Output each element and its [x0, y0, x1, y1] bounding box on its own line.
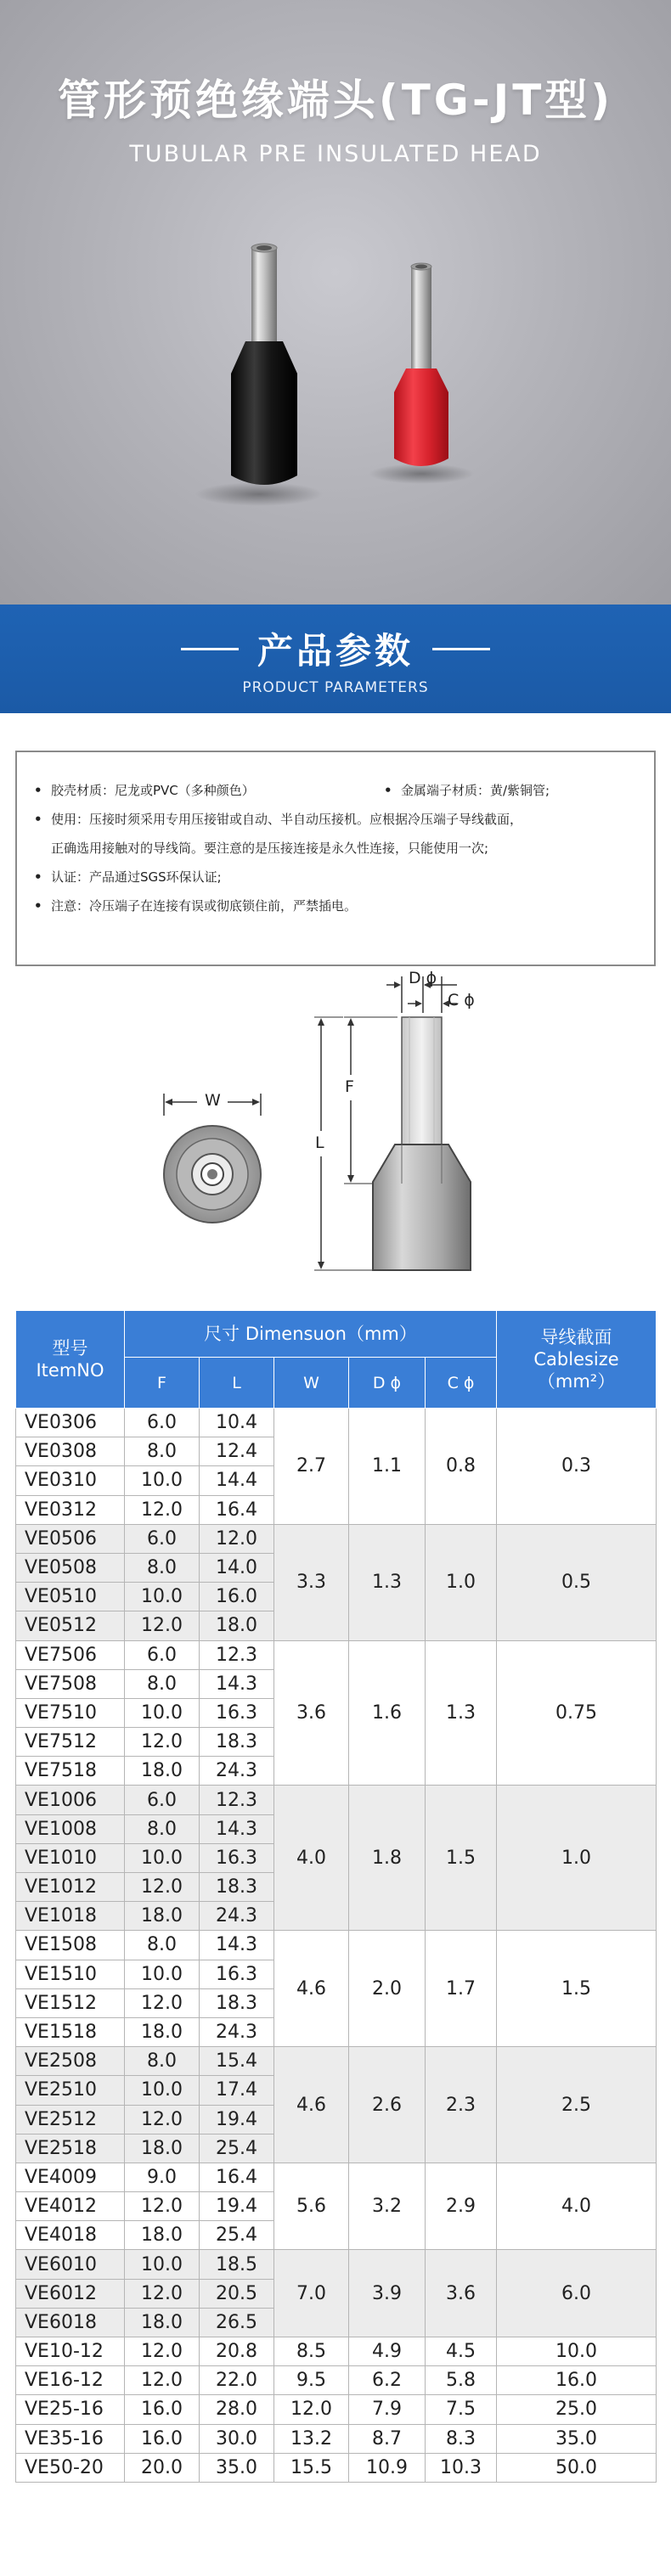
cell-cablesize: 0.3 — [497, 1409, 657, 1525]
cell-l: 24.3 — [200, 2017, 274, 2046]
cell-cablesize: 16.0 — [497, 2366, 657, 2395]
cell-f: 8.0 — [125, 1437, 200, 1466]
cell-f: 12.0 — [125, 1988, 200, 2017]
cell-w: 4.0 — [274, 1786, 349, 1931]
cell-d: 4.9 — [349, 2337, 426, 2366]
cell-f: 10.0 — [125, 1698, 200, 1727]
cell-c: 3.6 — [426, 2250, 497, 2337]
cell-c: 2.3 — [426, 2047, 497, 2163]
cell-d: 1.1 — [349, 1409, 426, 1525]
cell-f: 10.0 — [125, 1466, 200, 1495]
cell-d: 6.2 — [349, 2366, 426, 2395]
cell-l: 14.0 — [200, 1553, 274, 1582]
cell-l: 16.3 — [200, 1960, 274, 1988]
cell-item-no: VE0310 — [16, 1466, 125, 1495]
cell-d: 8.7 — [349, 2424, 426, 2453]
bullet: • — [34, 898, 42, 914]
label-d-phi: D ϕ — [409, 969, 437, 987]
cell-f: 8.0 — [125, 2047, 200, 2076]
cell-c: 2.9 — [426, 2163, 497, 2250]
cell-item-no: VE6012 — [16, 2279, 125, 2308]
note-metal: 金属端子材质：黄/紫铜管; — [401, 783, 550, 798]
cell-f: 6.0 — [125, 1786, 200, 1814]
label-c-phi: C ϕ — [448, 991, 475, 1010]
cell-c: 1.7 — [426, 1931, 497, 2047]
cell-item-no: VE1008 — [16, 1814, 125, 1843]
cell-c: 0.8 — [426, 1409, 497, 1525]
section-header — [0, 605, 671, 713]
cell-c: 1.3 — [426, 1640, 497, 1786]
header-d: D ϕ — [349, 1358, 426, 1409]
table-row — [16, 2250, 657, 2279]
cell-l: 28.0 — [200, 2395, 274, 2424]
cell-f: 12.0 — [125, 2192, 200, 2221]
cell-item-no: VE7510 — [16, 1698, 125, 1727]
cell-w: 3.6 — [274, 1640, 349, 1786]
product-notes — [15, 751, 656, 966]
cell-f: 18.0 — [125, 2221, 200, 2250]
cell-item-no: VE1010 — [16, 1843, 125, 1872]
header-l: L — [200, 1358, 274, 1409]
cell-d: 3.9 — [349, 2250, 426, 2337]
cell-f: 18.0 — [125, 1757, 200, 1786]
cell-l: 24.3 — [200, 1902, 274, 1931]
cell-l: 12.4 — [200, 1437, 274, 1466]
right-divider — [432, 648, 490, 650]
cell-w: 15.5 — [274, 2453, 349, 2482]
cell-cablesize: 25.0 — [497, 2395, 657, 2424]
cell-c: 4.5 — [426, 2337, 497, 2366]
cell-f: 10.0 — [125, 1960, 200, 1988]
cell-c: 1.5 — [426, 1786, 497, 1931]
cell-l: 35.0 — [200, 2453, 274, 2482]
section-subtitle: PRODUCT PARAMETERS — [242, 679, 429, 696]
cell-f: 6.0 — [125, 1409, 200, 1437]
hero-subtitle: TUBULAR PRE INSULATED HEAD — [129, 141, 542, 167]
cell-l: 17.4 — [200, 2076, 274, 2105]
cell-item-no: VE6010 — [16, 2250, 125, 2279]
cell-d: 1.6 — [349, 1640, 426, 1786]
cell-f: 16.0 — [125, 2395, 200, 2424]
cell-item-no: VE0308 — [16, 1437, 125, 1466]
cell-cablesize: 35.0 — [497, 2424, 657, 2453]
black-terminal — [195, 244, 323, 506]
note-insulation: 胶壳材质：尼龙或PVC（多种颜色） — [51, 783, 255, 798]
cell-f: 20.0 — [125, 2453, 200, 2482]
note-usage-line2: 正确选用接触对的导线筒。要注意的是压接连接是永久性连接，只能使用一次; — [51, 841, 489, 856]
cell-item-no: VE1518 — [16, 2017, 125, 2046]
cell-item-no: VE2512 — [16, 2105, 125, 2134]
header-dimension: 尺寸 Dimensuon（mm） — [125, 1311, 497, 1358]
cell-c: 7.5 — [426, 2395, 497, 2424]
cell-w: 8.5 — [274, 2337, 349, 2366]
cell-f: 6.0 — [125, 1524, 200, 1553]
bullet: • — [34, 783, 42, 798]
cell-cablesize: 0.5 — [497, 1524, 657, 1640]
cell-item-no: VE7512 — [16, 1728, 125, 1757]
label-f: F — [345, 1077, 354, 1096]
cell-item-no: VE16-12 — [16, 2366, 125, 2395]
cell-l: 26.5 — [200, 2308, 274, 2337]
cell-c: 5.8 — [426, 2366, 497, 2395]
table-row — [16, 2337, 657, 2366]
cell-f: 9.0 — [125, 2163, 200, 2191]
header-w: W — [274, 1358, 349, 1409]
bullet: • — [34, 869, 42, 885]
table-row — [16, 2453, 657, 2482]
cell-w: 4.6 — [274, 2047, 349, 2163]
note-caution: 注意：冷压端子在连接有误或彻底锁住前，严禁插电。 — [51, 898, 358, 914]
cell-f: 10.0 — [125, 1843, 200, 1872]
cell-item-no: VE0510 — [16, 1583, 125, 1611]
cell-l: 14.3 — [200, 1814, 274, 1843]
cell-l: 10.4 — [200, 1409, 274, 1437]
cell-l: 20.5 — [200, 2279, 274, 2308]
table-row — [16, 2366, 657, 2395]
side-view — [314, 976, 471, 1270]
header-c: C ϕ — [426, 1358, 497, 1409]
table-row — [16, 2395, 657, 2424]
cell-l: 16.4 — [200, 2163, 274, 2191]
cell-cablesize: 50.0 — [497, 2453, 657, 2482]
bullet: • — [384, 783, 392, 798]
cell-f: 10.0 — [125, 2250, 200, 2279]
cell-d: 1.8 — [349, 1786, 426, 1931]
cell-f: 12.0 — [125, 1728, 200, 1757]
cell-cablesize: 1.0 — [497, 1786, 657, 1931]
cell-l: 12.3 — [200, 1786, 274, 1814]
cell-l: 20.8 — [200, 2337, 274, 2366]
cell-item-no: VE0506 — [16, 1524, 125, 1553]
cell-l: 18.5 — [200, 2250, 274, 2279]
cell-l: 16.0 — [200, 1583, 274, 1611]
cell-item-no: VE2508 — [16, 2047, 125, 2076]
cell-f: 18.0 — [125, 2017, 200, 2046]
cell-f: 12.0 — [125, 1873, 200, 1902]
cell-d: 2.6 — [349, 2047, 426, 2163]
cell-item-no: VE1006 — [16, 1786, 125, 1814]
cell-l: 16.4 — [200, 1495, 274, 1524]
cell-item-no: VE2518 — [16, 2134, 125, 2163]
table-row — [16, 1409, 657, 1437]
cell-l: 14.3 — [200, 1931, 274, 1960]
cell-l: 19.4 — [200, 2105, 274, 2134]
cell-l: 30.0 — [200, 2424, 274, 2453]
cell-item-no: VE0512 — [16, 1611, 125, 1640]
cell-f: 12.0 — [125, 2105, 200, 2134]
cell-f: 10.0 — [125, 2076, 200, 2105]
cell-f: 12.0 — [125, 2337, 200, 2366]
left-divider — [181, 648, 239, 650]
cell-f: 10.0 — [125, 1583, 200, 1611]
cell-c: 8.3 — [426, 2424, 497, 2453]
cell-f: 8.0 — [125, 1931, 200, 1960]
cell-cablesize: 1.5 — [497, 1931, 657, 2047]
table-row — [16, 1786, 657, 1814]
cell-c: 10.3 — [426, 2453, 497, 2482]
cell-d: 7.9 — [349, 2395, 426, 2424]
cell-d: 3.2 — [349, 2163, 426, 2250]
section-title: 产品参数 — [257, 630, 414, 672]
cell-w: 13.2 — [274, 2424, 349, 2453]
label-w: W — [205, 1091, 221, 1110]
cell-cablesize: 6.0 — [497, 2250, 657, 2337]
hero-banner — [0, 0, 671, 605]
cell-item-no: VE0508 — [16, 1553, 125, 1582]
cell-l: 15.4 — [200, 2047, 274, 2076]
cell-f: 18.0 — [125, 2134, 200, 2163]
spec-table — [15, 1310, 657, 2483]
cell-l: 18.0 — [200, 1611, 274, 1640]
cell-f: 18.0 — [125, 2308, 200, 2337]
cell-w: 4.6 — [274, 1931, 349, 2047]
cell-item-no: VE4009 — [16, 2163, 125, 2191]
cell-w: 12.0 — [274, 2395, 349, 2424]
cell-l: 22.0 — [200, 2366, 274, 2395]
bullet: • — [34, 812, 42, 827]
header-model: 型号 ItemNO — [16, 1311, 125, 1409]
cell-f: 12.0 — [125, 1611, 200, 1640]
cell-l: 12.0 — [200, 1524, 274, 1553]
cell-item-no: VE7518 — [16, 1757, 125, 1786]
cell-item-no: VE4012 — [16, 2192, 125, 2221]
cell-l: 25.4 — [200, 2134, 274, 2163]
cell-item-no: VE10-12 — [16, 2337, 125, 2366]
cell-f: 6.0 — [125, 1640, 200, 1669]
cell-d: 2.0 — [349, 1931, 426, 2047]
cell-f: 12.0 — [125, 1495, 200, 1524]
cell-cablesize: 0.75 — [497, 1640, 657, 1786]
table-row — [16, 1931, 657, 1960]
cell-f: 8.0 — [125, 1553, 200, 1582]
cell-l: 19.4 — [200, 2192, 274, 2221]
front-view — [164, 1094, 261, 1223]
cell-item-no: VE2510 — [16, 2076, 125, 2105]
cell-f: 8.0 — [125, 1814, 200, 1843]
header-cablesize: 导线截面 Cablesize （mm²） — [497, 1311, 657, 1409]
cell-l: 18.3 — [200, 1873, 274, 1902]
cell-c: 1.0 — [426, 1524, 497, 1640]
table-row — [16, 2163, 657, 2191]
cell-item-no: VE1012 — [16, 1873, 125, 1902]
cell-cablesize: 10.0 — [497, 2337, 657, 2366]
cell-f: 12.0 — [125, 2279, 200, 2308]
cell-w: 2.7 — [274, 1409, 349, 1525]
cell-item-no: VE6018 — [16, 2308, 125, 2337]
cell-f: 8.0 — [125, 1669, 200, 1698]
cell-l: 25.4 — [200, 2221, 274, 2250]
cell-f: 12.0 — [125, 2366, 200, 2395]
cell-l: 18.3 — [200, 1728, 274, 1757]
cell-l: 18.3 — [200, 1988, 274, 2017]
table-row — [16, 1640, 657, 1669]
cell-item-no: VE4018 — [16, 2221, 125, 2250]
cell-f: 18.0 — [125, 1902, 200, 1931]
cell-d: 10.9 — [349, 2453, 426, 2482]
cell-item-no: VE1510 — [16, 1960, 125, 1988]
note-certification: 认证：产品通过SGS环保认证; — [51, 869, 222, 885]
cell-item-no: VE25-16 — [16, 2395, 125, 2424]
note-usage-line1: 使用：压接时须采用专用压接钳或自动、半自动压接机。应根据冷压端子导线截面， — [51, 812, 523, 827]
cell-cablesize: 2.5 — [497, 2047, 657, 2163]
header-f: F — [125, 1358, 200, 1409]
cell-item-no: VE7506 — [16, 1640, 125, 1669]
spec-table-body — [16, 1409, 657, 2483]
cell-d: 1.3 — [349, 1524, 426, 1640]
cell-l: 24.3 — [200, 1757, 274, 1786]
cell-item-no: VE50-20 — [16, 2453, 125, 2482]
cell-item-no: VE1018 — [16, 1902, 125, 1931]
cell-l: 16.3 — [200, 1698, 274, 1727]
cell-item-no: VE1512 — [16, 1988, 125, 2017]
table-row — [16, 2424, 657, 2453]
cell-item-no: VE0312 — [16, 1495, 125, 1524]
label-l: L — [315, 1133, 324, 1152]
cell-l: 14.4 — [200, 1466, 274, 1495]
cell-w: 5.6 — [274, 2163, 349, 2250]
cell-f: 16.0 — [125, 2424, 200, 2453]
cell-l: 12.3 — [200, 1640, 274, 1669]
cell-w: 9.5 — [274, 2366, 349, 2395]
cell-item-no: VE7508 — [16, 1669, 125, 1698]
hero-title: 管形预绝缘端头(TG-JT型) — [57, 76, 614, 125]
cell-cablesize: 4.0 — [497, 2163, 657, 2250]
cell-item-no: VE1508 — [16, 1931, 125, 1960]
cell-item-no: VE35-16 — [16, 2424, 125, 2453]
cell-l: 14.3 — [200, 1669, 274, 1698]
cell-w: 7.0 — [274, 2250, 349, 2337]
table-row — [16, 1524, 657, 1553]
dimension-diagram — [0, 966, 671, 1310]
cell-l: 16.3 — [200, 1843, 274, 1872]
cell-item-no: VE0306 — [16, 1409, 125, 1437]
cell-w: 3.3 — [274, 1524, 349, 1640]
table-row — [16, 2047, 657, 2076]
red-terminal — [369, 263, 474, 484]
